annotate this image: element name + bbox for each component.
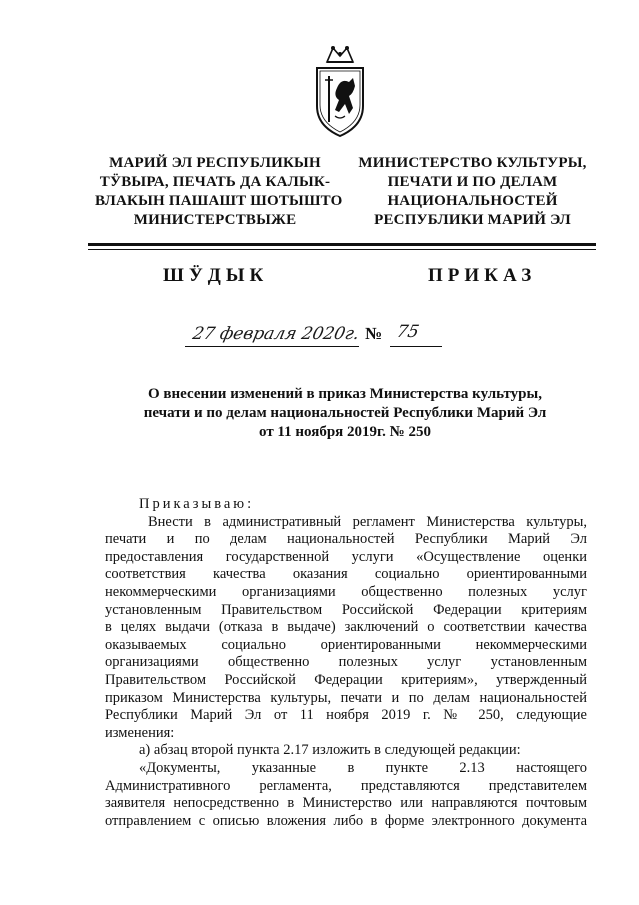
- body-line: оказываемых социально ориентированными некоммерческими: [105, 636, 587, 653]
- handwritten-date: 27 февраля 2020г.: [190, 324, 362, 344]
- header-left-mari: [95, 154, 343, 230]
- body-line: некоммерческими организациями общественно полезных услуг: [105, 583, 587, 600]
- body-lead: Приказываю:: [139, 496, 255, 512]
- body-line: в целях выдачи (отказа в выдаче) заключений о соответствии качества: [105, 619, 587, 636]
- header-left-line: МАРИЙ ЭЛ РЕСПУБЛИКЫН: [109, 155, 321, 171]
- header-divider-thin: [88, 249, 596, 250]
- body-line: предоставления государственной услуги «Осуществление оценки: [105, 548, 587, 565]
- body-line: Административного регламента, представляются представителем: [105, 777, 587, 794]
- date-number-line: [185, 318, 445, 354]
- body-line: а) абзац второй пункта 2.17 изложить в следующей редакции:: [139, 742, 521, 759]
- order-title: [95, 385, 595, 442]
- header-divider-thick: [88, 243, 596, 246]
- handwritten-number: 75: [394, 322, 421, 342]
- body-line: изменения:: [105, 724, 175, 741]
- date-underline: [185, 346, 359, 347]
- body-line: соответствия качества оказания социально ориентированными: [105, 566, 587, 583]
- body-line: Правительством Российской Федерации критериям», утвержденный: [105, 671, 587, 688]
- title-line: от 11 ноября 2019г. № 250: [259, 424, 431, 440]
- body-line: Внести в административный регламент Министерства культуры,: [148, 513, 587, 530]
- header-right-line: ПЕЧАТИ И ПО ДЕЛАМ: [387, 174, 558, 190]
- body-line: отправлением с описью вложения либо в форме электронного документа: [105, 812, 587, 829]
- header-right-russian: [345, 154, 600, 230]
- doc-type-russian: ПРИКАЗ: [428, 265, 537, 286]
- title-line: О внесении изменений в приказ Министерства культуры,: [148, 386, 542, 402]
- header-right-line: НАЦИОНАЛЬНОСТЕЙ: [387, 193, 558, 209]
- number-sign: №: [365, 324, 383, 343]
- body-line: заявителя непосредственно в Министерство или направляются почтовым: [105, 795, 587, 812]
- header-left-line: ВЛАКЫН ПАШАШТ ШОТЫШТО: [95, 193, 343, 209]
- coat-of-arms-emblem: [305, 42, 375, 140]
- body-line: печати и по делам национальностей Республики Марий Эл: [105, 531, 587, 548]
- body-line: организациями общественно полезных услуг установленным: [105, 654, 587, 671]
- body-line: «Документы, указанные в пункте 2.13 настоящего: [139, 759, 587, 776]
- header-right-line: МИНИСТЕРСТВО КУЛЬТУРЫ,: [358, 155, 587, 171]
- body-line: установленным Правительством Российской Федерации критериям: [105, 601, 587, 618]
- body-line: Республики Марий Эл от 11 ноября 2019 г. № 250, следующие: [105, 707, 587, 724]
- body-line: приказом Министерства культуры, печати и по делам национальностей: [105, 689, 587, 706]
- title-line: печати и по делам национальностей Республики Марий Эл: [143, 405, 547, 421]
- doc-type-mari: ШӰДЫК: [163, 265, 269, 286]
- order-body: [105, 496, 587, 830]
- header-right-line: РЕСПУБЛИКИ МАРИЙ ЭЛ: [374, 212, 571, 228]
- header-left-line: МИНИСТЕРСТВЫЖЕ: [133, 212, 297, 228]
- header-left-line: ТӰВЫРА, ПЕЧАТЬ ДА КАЛЫК-: [99, 174, 331, 190]
- number-underline: [390, 346, 442, 347]
